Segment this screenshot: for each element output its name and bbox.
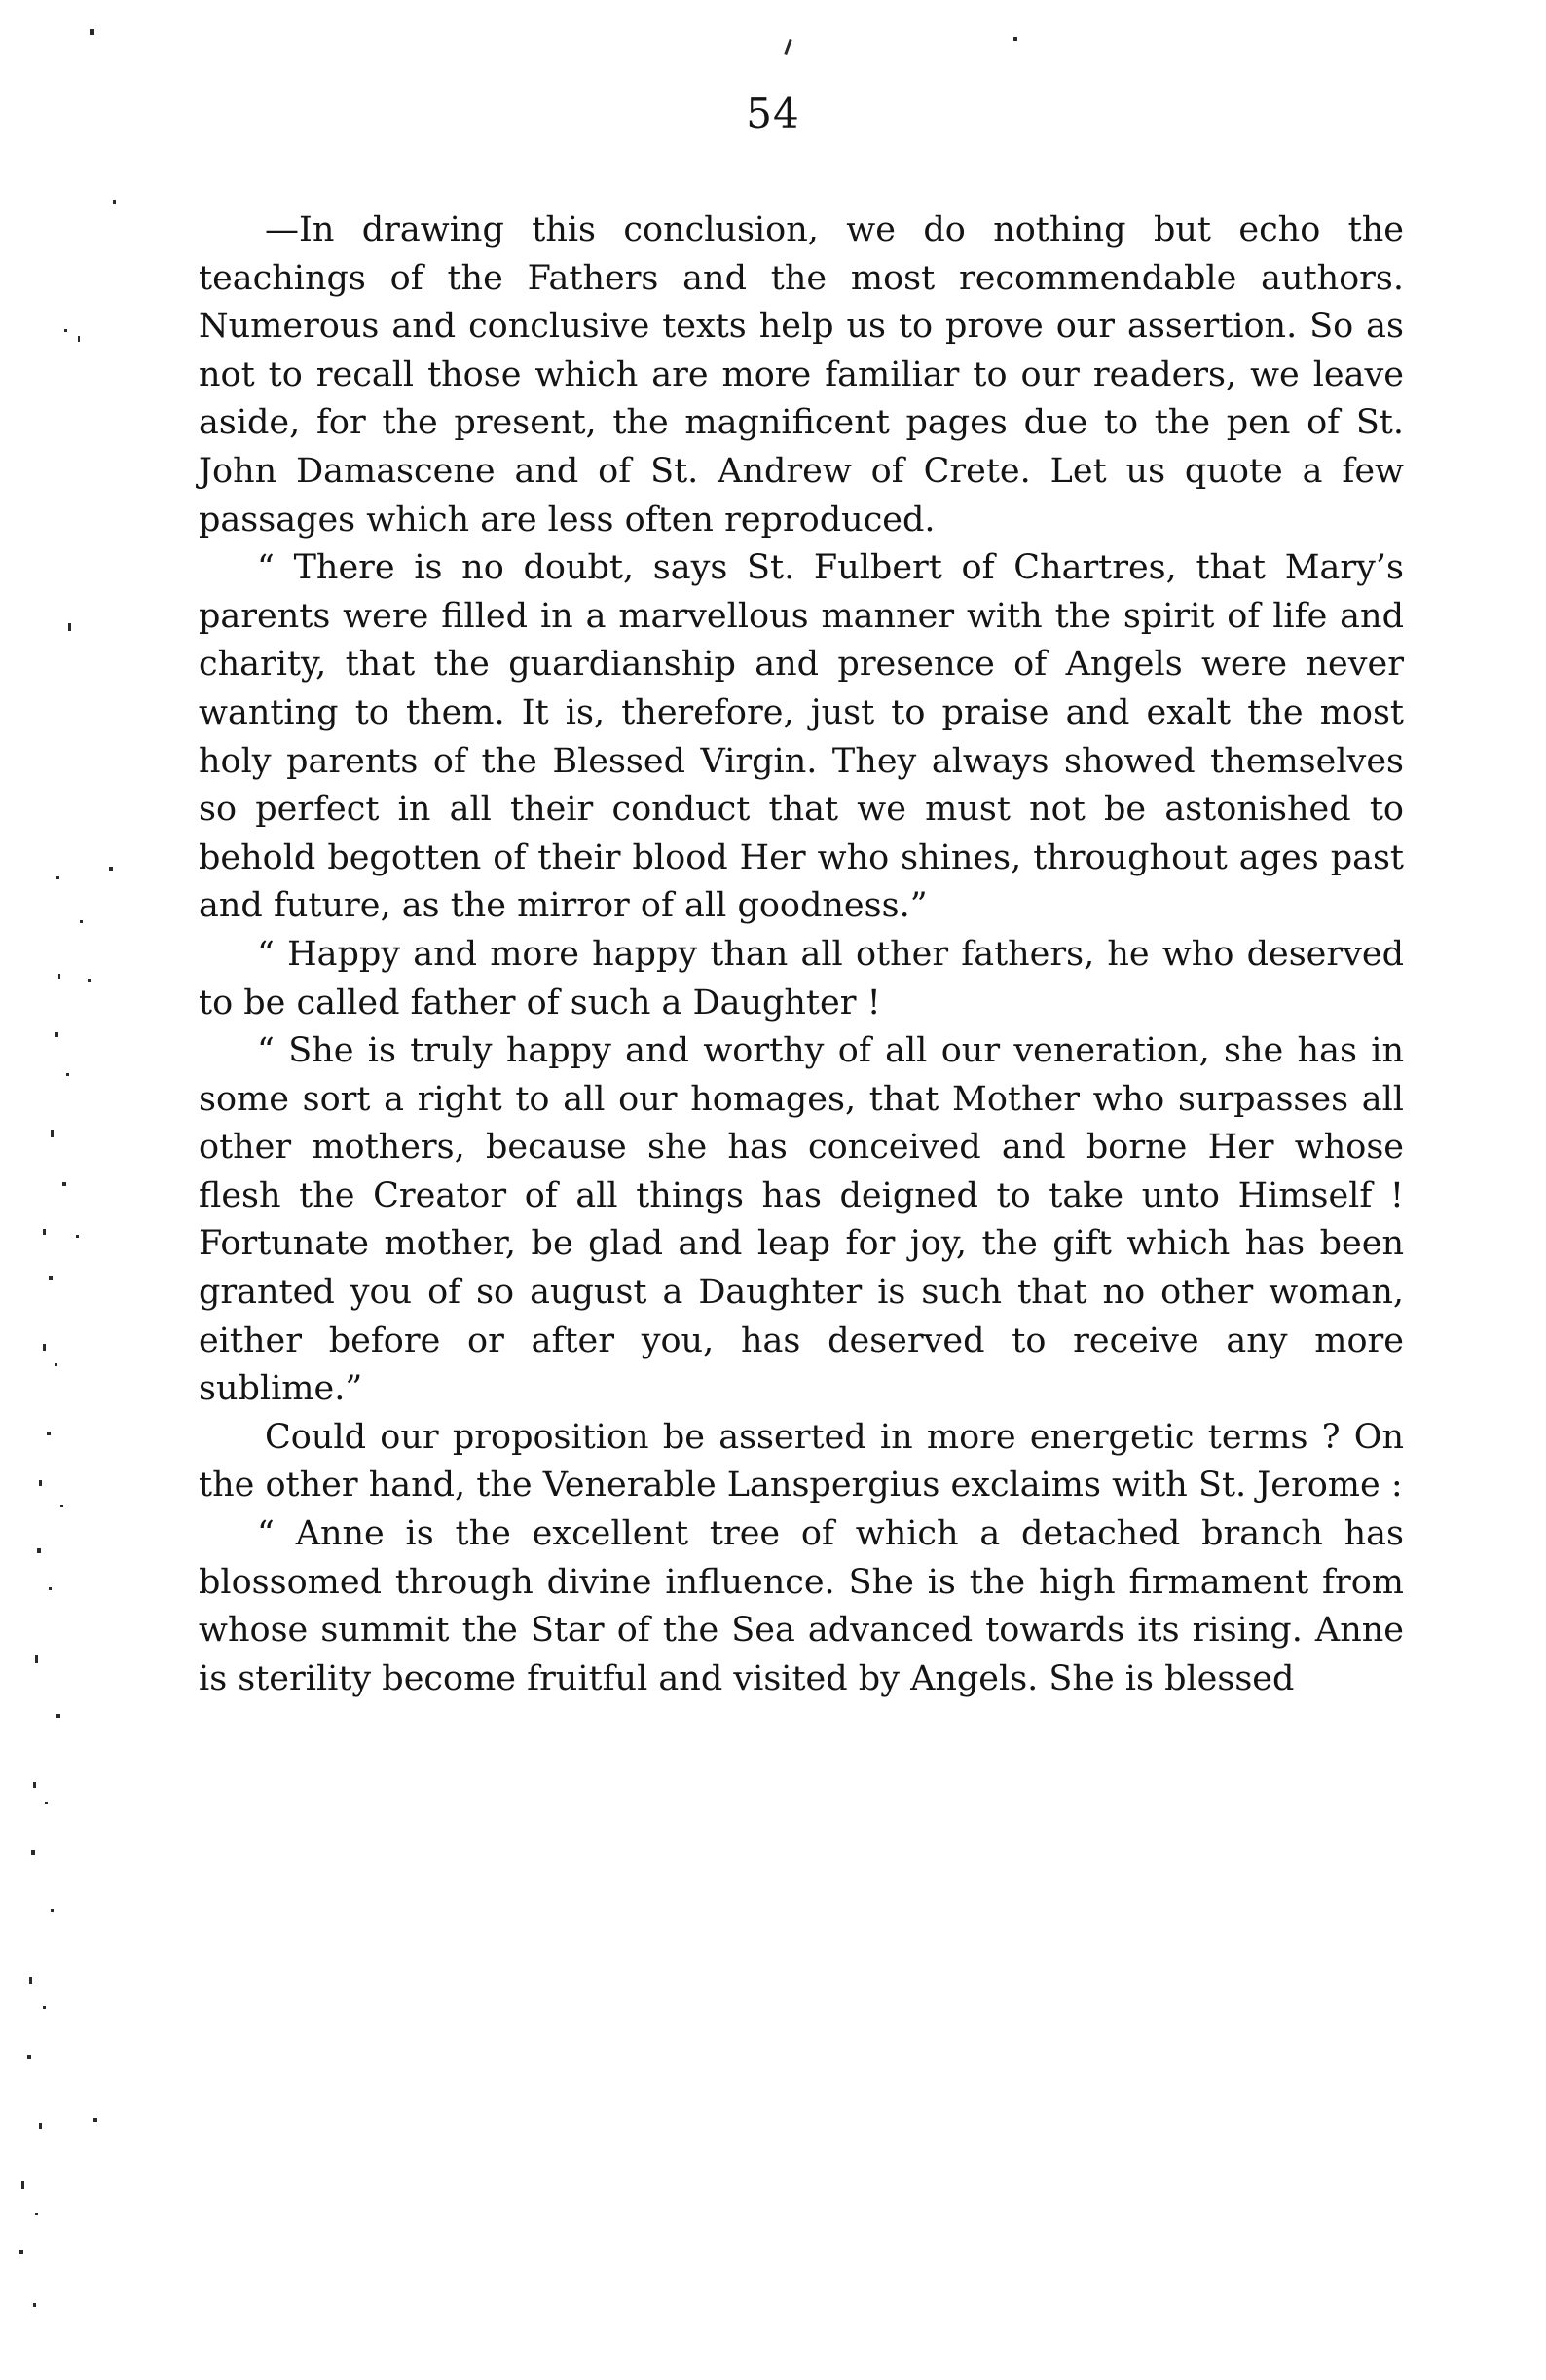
speck [78,336,80,342]
speck [62,1182,66,1186]
paragraph-4: “ She is truly happy and worthy of all our veneration, she has in some sort a right to all our homages, that Mother who surpasses all other mothers, because she has conceived and borne Her whose flesh the Creator of all things has deigned to take unto Himself ! Fortunate mother, be glad and leap for joy, the gift which has been granted you of so august a Daughter is such that no other woman, either before or after you, has deserved to receive any more sublime.” [199,1031,1404,1409]
speck [51,1909,54,1912]
speck [76,1235,79,1238]
speck [60,1505,63,1507]
speck [45,1802,48,1804]
speck [113,200,116,204]
speck [35,2213,38,2215]
speck [43,2006,46,2009]
paragraph-5: Could our proposition be asserted in more energetic terms ? On the other hand, the Venerable Lanspergius exclaims with St. Jerome : [199,1417,1404,1506]
speck [66,1073,69,1076]
speck [109,867,113,871]
speck [27,2055,31,2059]
speck [19,2250,23,2254]
speck [35,1655,38,1663]
speck [68,623,71,631]
speck [56,876,59,879]
speck [43,1229,46,1235]
speck [47,1432,51,1435]
speck [80,920,83,923]
speck [58,974,60,979]
speck [55,1363,57,1366]
speck [39,1480,42,1486]
speck [43,1344,46,1351]
speck [1013,37,1017,41]
speck [39,2123,42,2129]
speck [784,39,791,55]
speck [49,1276,53,1280]
speck [33,1782,36,1788]
speck [55,1032,58,1037]
speck [93,2118,97,2122]
speck [21,2181,24,2189]
speck [56,1714,60,1718]
speck [31,1850,35,1855]
paragraph-1: —In drawing this conclusion, we do nothing but echo the teachings of the Fathers and the most recommendable authors. Numerous and conclusive texts help us to prove our assertion. So as not to recall those which are more familiar to our readers, we leave aside, for the present, the magnificent pages due to the pen of St. John Damascene and of St. Andrew of Crete. Let us quote a few passages which are less often reproduced. [199,210,1404,539]
paragraph-6: “ Anne is the excellent tree of which a detached branch has blossomed through divine influence. She is the high firmament from whose summit the Star of the Sea advanced towards its rising. Anne is sterility become fruitful and visited by Angels. She is blessed [199,1514,1404,1698]
body-text [199,206,1404,1703]
speck [64,329,67,332]
speck [37,1548,41,1553]
speck [90,29,94,35]
page-number: 54 [746,90,800,137]
speck [88,979,91,982]
speck [29,1977,32,1984]
speck [51,1130,54,1137]
speck [33,2303,36,2307]
paragraph-2: “ There is no doubt, says St. Fulbert of Chartres, that Mary’s parents were filled in a marvellous manner with the spirit of life and charity, that the guardianship and presence of Angels were never wanting to them. It is, therefore, just to praise and exalt the most holy parents of the Blessed Virgin. They always showed themselves so perfect in all their conduct that we must not be astonished to behold begotten of their blood Her who shines, throughout ages past and future, as the mirror of all goodness.” [199,548,1404,926]
paragraph-3: “ Happy and more happy than all other fathers, he who deserved to be called father of such a Daughter ! [199,934,1404,1023]
speck [49,1587,52,1590]
